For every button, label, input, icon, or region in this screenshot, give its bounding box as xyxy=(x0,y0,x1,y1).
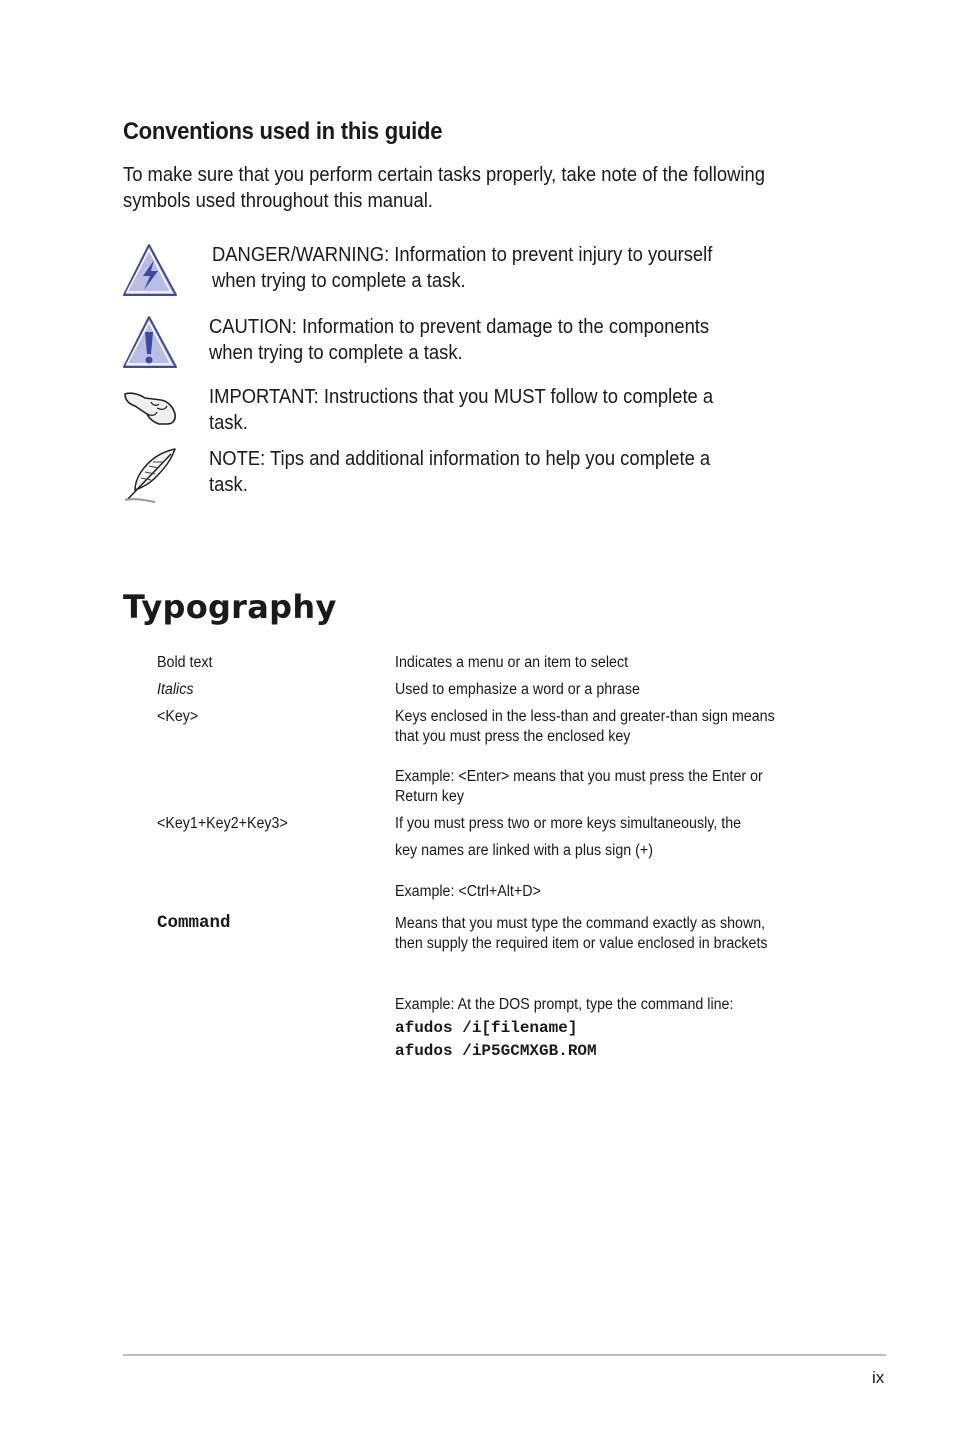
typo-desc-bold: Indicates a menu or an item to select xyxy=(395,654,629,671)
notice-note: NOTE: Tips and additional information to help you complete a task. xyxy=(209,448,711,496)
typo-desc-key: Keys enclosed in the less-than and greater-than sign means that you must press the enclosed key xyxy=(395,708,775,745)
typo-code-example-2: afudos /iP5GCMXGB.ROM xyxy=(395,1042,597,1060)
typo-term-command: Command xyxy=(157,913,231,933)
notice-danger-warning: DANGER/WARNING: Information to prevent injury to yourself when trying to complete a task. xyxy=(212,244,713,292)
pointing-hand-icon xyxy=(121,386,179,428)
notice-important: IMPORTANT: Instructions that you MUST follow to complete a task. xyxy=(209,386,714,434)
typo-desc-key-combo-line2: key names are linked with a plus sign (+) xyxy=(395,842,654,859)
footer-divider xyxy=(123,1354,886,1356)
section-title-typography: Typography xyxy=(123,588,337,626)
typo-desc-italics: Used to emphasize a word or a phrase xyxy=(395,681,640,698)
typo-example-command: Example: At the DOS prompt, type the command line: xyxy=(395,996,734,1013)
typo-example-key-combo: Example: <Ctrl+Alt+D> xyxy=(395,883,541,900)
section-title-conventions: Conventions used in this guide xyxy=(123,118,443,145)
page-number: ix xyxy=(872,1368,885,1387)
conventions-intro: To make sure that you perform certain tasks properly, take note of the following symbols used throughout this manual. xyxy=(123,164,765,212)
typo-example-key: Example: <Enter> means that you must press the Enter or Return key xyxy=(395,768,763,805)
typo-term-italics: Italics xyxy=(157,681,194,698)
typo-code-example-1: afudos /i[filename] xyxy=(395,1019,578,1037)
typo-desc-key-combo-line1: If you must press two or more keys simultaneously, the xyxy=(395,815,742,832)
feather-quill-icon xyxy=(121,446,179,504)
notice-caution: CAUTION: Information to prevent damage to the components when trying to complete a task. xyxy=(209,316,710,364)
typo-desc-command: Means that you must type the command exactly as shown, then supply the required item or value enclosed in brackets xyxy=(395,915,768,952)
typo-term-bold: Bold text xyxy=(157,654,213,671)
typo-term-key-combo: <Key1+Key2+Key3> xyxy=(157,815,288,832)
exclamation-caution-icon xyxy=(121,314,179,370)
typo-term-key: <Key> xyxy=(157,708,199,725)
lightning-warning-icon xyxy=(121,242,179,298)
